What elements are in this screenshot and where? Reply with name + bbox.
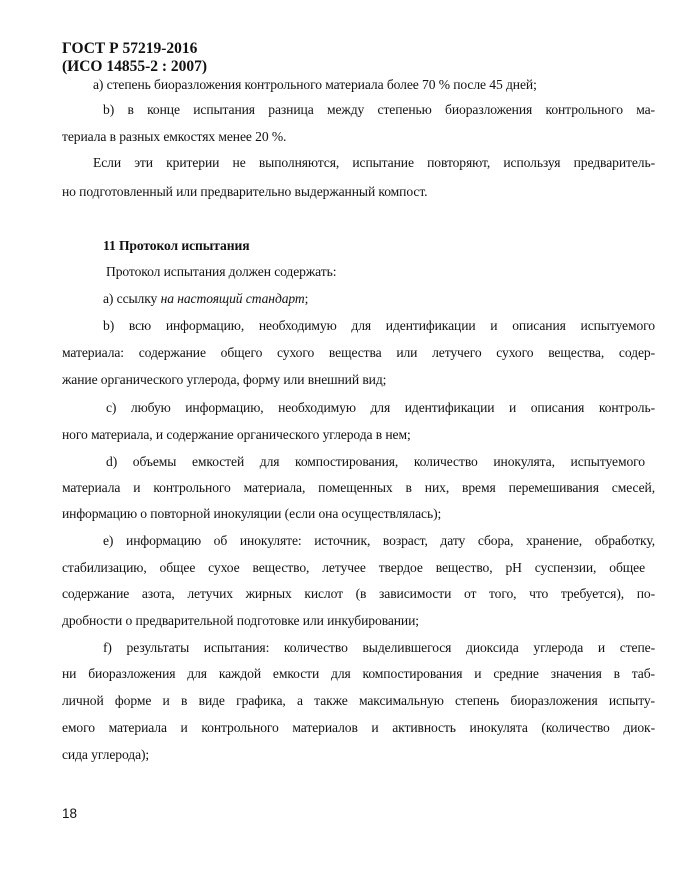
item-d-line: материала и контрольного материала, помещенных в них, время перемешивания смесей, bbox=[62, 480, 655, 495]
item-f-line: емого материала и контрольного материалов и активность инокулята (количество диок- bbox=[62, 720, 655, 735]
standard-number: ГОСТ Р 57219-2016 bbox=[62, 40, 198, 57]
item-e-line: содержание азота, летучих жирных кислот (в зависимости от того, что требуется), по- bbox=[62, 586, 655, 601]
criterion-a: a) степень биоразложения контрольного материала более 70 % после 45 дней; bbox=[93, 77, 537, 92]
item-a bbox=[103, 291, 308, 307]
item-b-line: b) всю информацию, необходимую для идентификации и описания испытуемого bbox=[103, 318, 655, 333]
criterion-b-line1: b) в конце испытания разница между степенью биоразложения контрольного ма- bbox=[103, 102, 655, 117]
item-c-line: c) любую информацию, необходимую для идентификации и описания контроль- bbox=[106, 400, 655, 415]
repeat-note-line2: но подготовленный или предварительно выдержанный компост. bbox=[62, 184, 428, 199]
item-a-reference: на настоящий стандарт bbox=[160, 291, 305, 306]
item-e-line: e) информацию об инокуляте: источник, возраст, дату сбора, хранение, обработку, bbox=[103, 533, 655, 548]
item-f-line: личной форме и в виде графика, а также максимальную степень биоразложения испыту- bbox=[62, 693, 655, 708]
item-d-line: информацию о повторной инокуляции (если она осуществлялась); bbox=[62, 506, 442, 521]
page-number: 18 bbox=[62, 806, 78, 821]
section-title: 11 Протокол испытания bbox=[103, 238, 250, 253]
criterion-b-line2: териала в разных емкостях менее 20 %. bbox=[62, 129, 287, 144]
item-f-line: сида углерода); bbox=[62, 747, 150, 762]
item-b-line: жание органического углерода, форму или внешний вид; bbox=[62, 372, 387, 387]
item-a-prefix: a) ссылку bbox=[103, 291, 161, 306]
item-b-line: материала: содержание общего сухого вещества или летучего сухого вещества, содер- bbox=[62, 345, 655, 360]
item-f-line: f) результаты испытания: количество выделившегося диоксида углерода и степе- bbox=[103, 640, 655, 655]
item-a-suffix: ; bbox=[304, 291, 309, 306]
item-e-line: стабилизацию, общее сухое вещество, летучее твердое вещество, pH суспензии, общее bbox=[62, 560, 645, 575]
item-c-line: ного материала, и содержание органического углерода в нем; bbox=[62, 427, 411, 442]
item-e-line: дробности о предварительной подготовке или инкубировании; bbox=[62, 613, 419, 628]
item-f-line: ни биоразложения для каждой емкости для компостирования и средние значения в таб- bbox=[62, 666, 655, 681]
section-intro: Протокол испытания должен содержать: bbox=[106, 264, 337, 279]
item-d-line: d) объемы емкостей для компостирования, количество инокулята, испытуемого bbox=[106, 454, 645, 469]
repeat-note-line1: Если эти критерии не выполняются, испытание повторяют, используя предваритель- bbox=[93, 155, 655, 170]
iso-reference: (ИСО 14855-2 : 2007) bbox=[62, 58, 208, 75]
